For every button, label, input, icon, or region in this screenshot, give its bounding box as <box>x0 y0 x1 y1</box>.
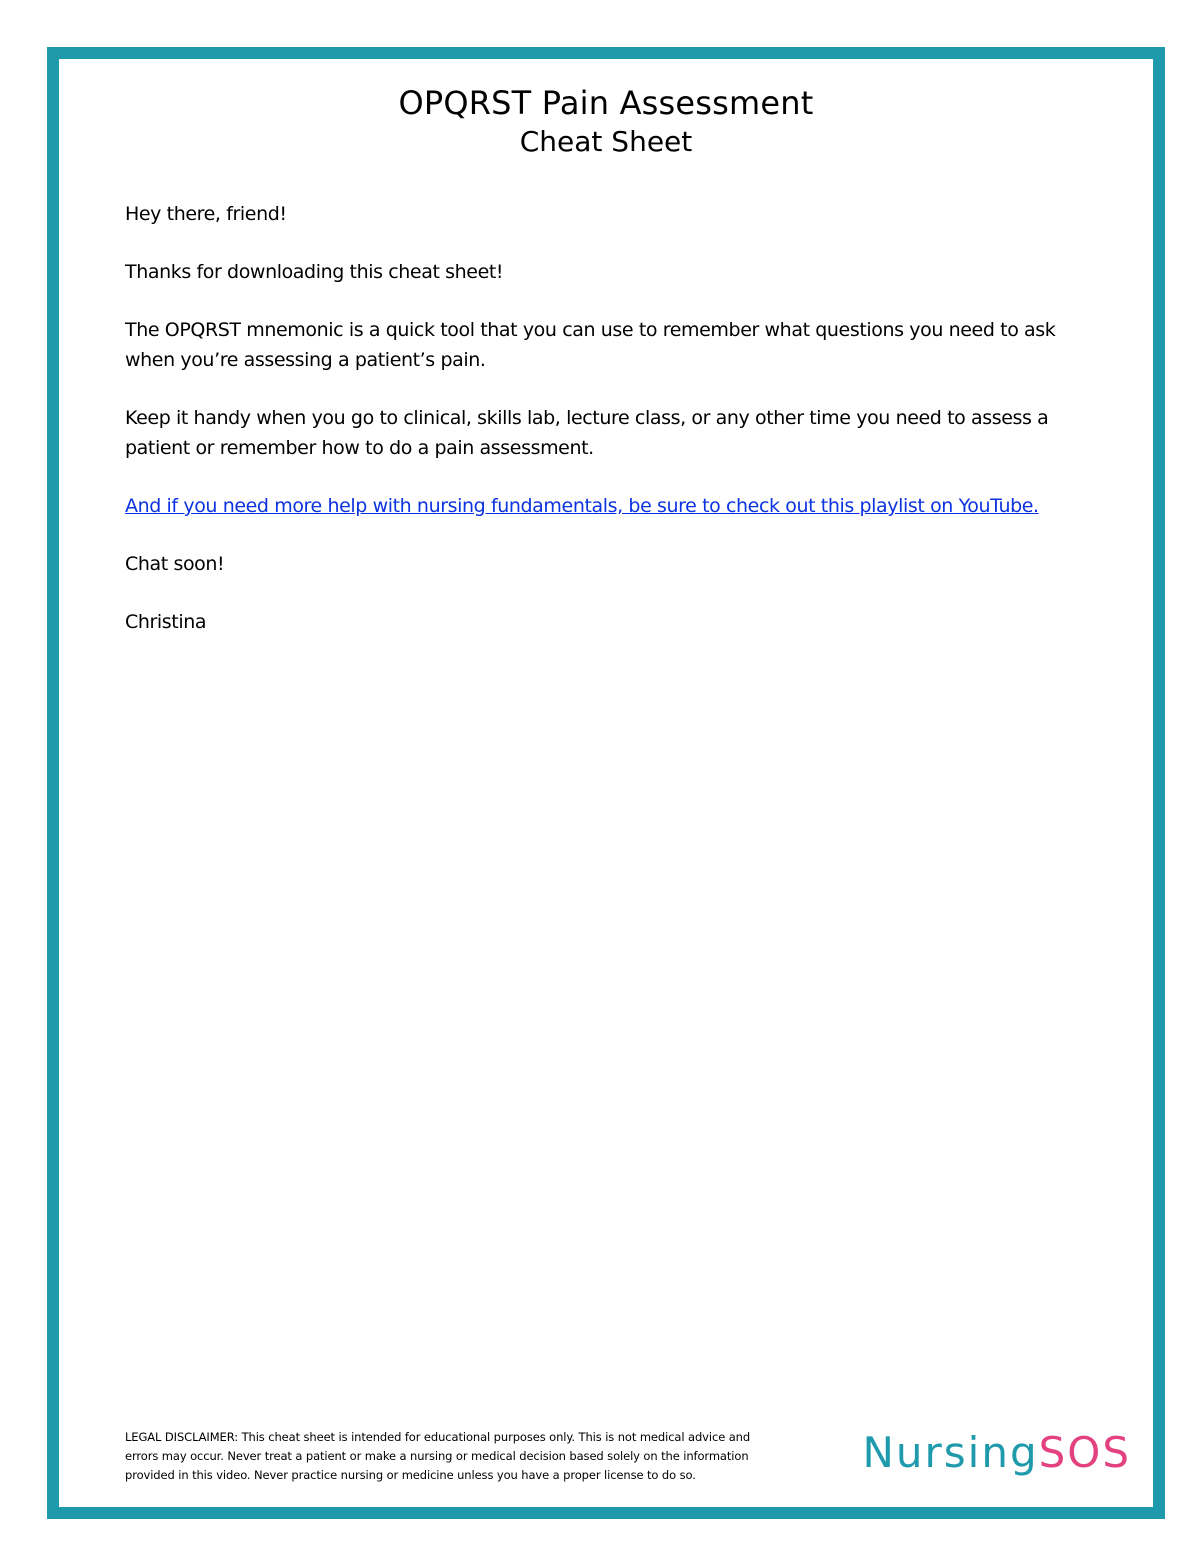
logo-text-sos: SOS <box>1038 1428 1131 1477</box>
document-title: OPQRST Pain Assessment <box>398 84 814 122</box>
closing-text: Chat soon! <box>125 553 225 575</box>
logo-text-nursing: Nursing <box>862 1428 1039 1477</box>
signature-text: Christina <box>125 611 207 633</box>
youtube-playlist-link[interactable]: And if you need more help with nursing fundamentals, be sure to check out this playlist on YouTube. <box>125 495 1039 517</box>
nursingsos-logo <box>862 1429 1131 1477</box>
document-header <box>59 83 1153 161</box>
page-border-frame <box>47 47 1165 1519</box>
playlist-paragraph <box>125 491 1105 521</box>
document-body <box>125 199 1105 665</box>
document-footer <box>125 1415 1131 1485</box>
thanks-text: Thanks for downloading this cheat sheet! <box>125 261 504 283</box>
legal-disclaimer: LEGAL DISCLAIMER: This cheat sheet is intended for educational purposes only. This is not medical advice and errors may occur. Never treat a patient or make a nursing or medical decision based solely on the information provided in this video. Never practice nursing or medicine unless you have a proper license to do so. <box>125 1430 751 1482</box>
document-subtitle: Cheat Sheet <box>519 125 693 158</box>
greeting-text: Hey there, friend! <box>125 203 287 225</box>
usage-paragraph: Keep it handy when you go to clinical, skills lab, lecture class, or any other time you need to assess a patient or remember how to do a pain assessment. <box>125 407 1049 459</box>
intro-paragraph: The OPQRST mnemonic is a quick tool that you can use to remember what questions you need to ask when you’re assessing a patient’s pain. <box>125 319 1056 371</box>
